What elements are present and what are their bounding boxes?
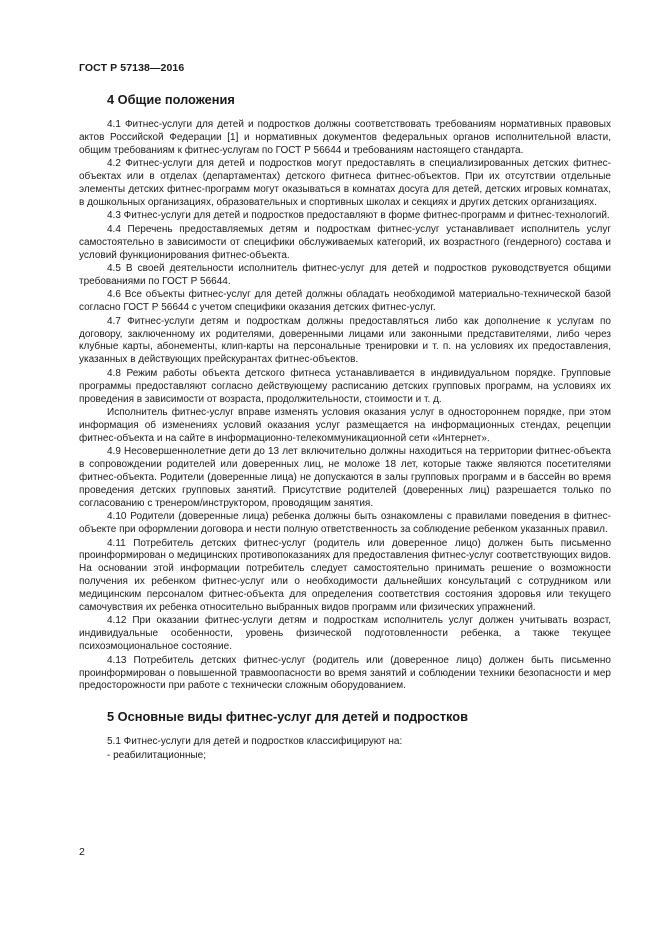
list-item: - реабилитационные; (107, 749, 207, 761)
paragraph-4-9: 4.9 Несовершеннолетние дети до 13 лет включительно должны находиться на территории фитнес-объекта в сопровождении родителей или доверенных лиц, не моложе 18 лет, которые также являются посетителями фитнес-объекта. Родители (доверенные лица) не допускаются в залы групповых программ и в бассейн во время проведения детских групповых занятий. Присутствие родителей (доверенных лиц) разрешается только по согласованию с тренером/инструктором, проводящим занятия. (79, 446, 611, 509)
paragraph-4-8: 4.8 Режим работы объекта детского фитнеса устанавливается в индивидуальном порядке. Групповые программы предоставляют согласно действующему расписанию детских групповых программ, на условиях их проведения в зависимости от возраста, продолжительности, стоимости и т. д. (79, 367, 611, 405)
paragraph-4-11: 4.11 Потребитель детских фитнес-услуг (родитель или доверенное лицо) должен быть письменно проинформирован о медицинских противопоказаниях для предоставления фитнес-услуг соответствующих видов. На основании этой информации потребитель следует самостоятельно принимать решение о возможности получения их ребенком фитнес-услуг или о необходимости дальнейших консультаций с сотрудником или медицинским персоналом фитнес-объекта для определения соответствия состояния здоровья или текущего самочувствия их ребенка относительно выбранных видов программ или физических упражнений. (79, 537, 611, 614)
paragraph-4-4: 4.4 Перечень предоставляемых детям и подросткам фитнес-услуг устанавливает исполнитель услуг самостоятельно в зависимости от специфики обслуживаемых категорий, их возрастного (гендерного) состава и условий функционирования фитнес-объекта. (79, 223, 611, 261)
document-body (79, 92, 611, 763)
paragraph-4-12: 4.12 При оказании фитнес-услуги детям и подросткам исполнитель услуг должен учитывать возраст, индивидуальные особенности, уровень физической подготовленности ребенка, а также текущее психоэмоциональное состояние. (79, 615, 611, 653)
paragraph-4-13: 4.13 Потребитель детских фитнес-услуг (родитель или (доверенное лицо) должен быть письменно проинформирован о повышенной травмоопасности во время занятий и соблюдении техники безопасности и мер предосторожности при работе с технически сложным оборудованием. (79, 654, 611, 692)
section-4-heading: 4 Общие положения (107, 92, 235, 107)
section-5-heading: 5 Основные виды фитнес-услуг для детей и подростков (107, 709, 468, 725)
paragraph-4-8-cont: Исполнитель фитнес-услуг вправе изменять условия оказания услуг в одностороннем порядке, при этом информация об изменениях условий оказания услуг размещается на информационных стендах, рецепции фитнес-объекта и на сайте в информационно-телекоммуникационной сети «Интернет». (79, 406, 611, 444)
paragraph-4-7: 4.7 Фитнес-услуги детям и подросткам должны предоставляться либо как дополнение к услугам по договору, заключенному их родителями, доверенными лицами или законными представителями, либо через клубные карты, абонементы, клип-карты на персональные тренировки и т. п. на условиях их предоставления, указанных в действующих прейскурантах фитнес-объектов. (79, 315, 611, 366)
paragraph-4-1: 4.1 Фитнес-услуги для детей и подростков должны соответствовать требованиям нормативных правовых актов Российской Федерации [1] и нормативных документов федеральных органов исполнительной власти, общим требованиям к фитнес-услугам по ГОСТ Р 56644 и требованиям настоящего стандарта. (79, 119, 611, 156)
paragraph-5-1: 5.1 Фитнес-услуги для детей и подростков классифицируют на: (107, 736, 403, 748)
paragraph-4-3: 4.3 Фитнес-услуги для детей и подростков предоставляют в форме фитнес-программ и фитнес-технологий. (107, 210, 610, 222)
paragraph-4-2: 4.2 Фитнес-услуги для детей и подростков могут предоставлять в специализированных детских фитнес-объектах или в отделах (департаментах) детского фитнеса фитнес-объектов. При их отсутствии отдельные элементы детских фитнес-программ могут оказываться в комнатах досуга для детей, детских игровых комнатах, в дошкольных организациях, образовательных и спортивных школах и секциях и других детских организациях. (79, 158, 611, 208)
page-number: 2 (79, 846, 85, 858)
paragraph-4-5: 4.5 В своей деятельности исполнитель фитнес-услуг для детей и подростков руководствуется общими требованиями по ГОСТ Р 56644. (79, 262, 611, 287)
paragraph-4-10: 4.10 Родители (доверенные лица) ребенка должны быть ознакомлены с правилами поведения в фитнес-объекте при оформлении договора и нести полную ответственность за соблюдение ребенком указанных правил. (79, 511, 611, 536)
document-header: ГОСТ Р 57138—2016 (79, 62, 185, 74)
paragraph-4-6: 4.6 Все объекты фитнес-услуг для детей должны обладать необходимой материально-технической базой согласно ГОСТ Р 56644 с учетом специфики оказания детских фитнес-услуг. (79, 289, 611, 314)
